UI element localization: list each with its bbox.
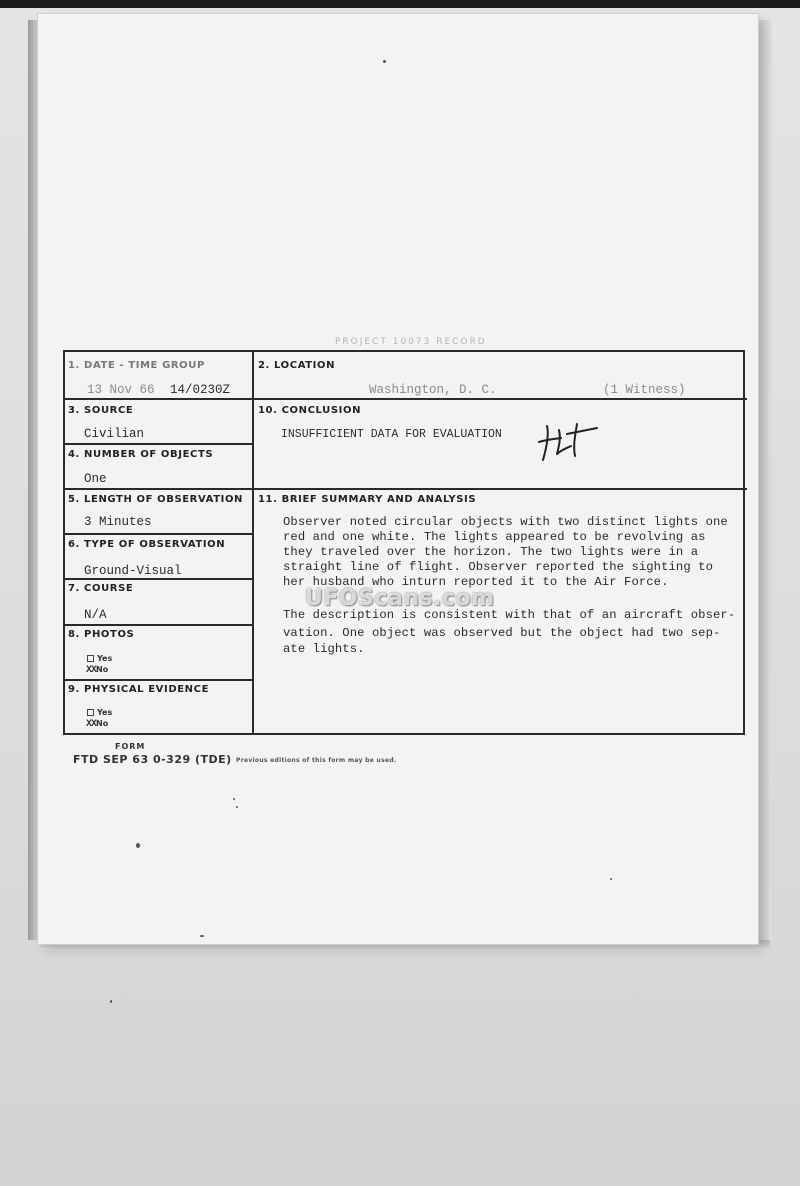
time-value: 14/0230Z [170,383,231,397]
location-label: 2. LOCATION [258,360,336,371]
physical-evidence-yes-checkbox [87,709,94,716]
course-value: N/A [84,608,107,622]
physical-evidence-no-mark: XX [86,719,97,730]
length-of-observation-label: 5. LENGTH OF OBSERVATION [68,494,244,505]
photos-yes-label: Yes [97,654,113,663]
dust-speck [136,843,140,848]
date-time-group-label: 1. DATE - TIME GROUP [68,360,205,371]
row-divider [65,443,253,445]
row-divider [65,679,253,681]
dust-speck [110,1000,112,1003]
course-label: 7. COURSE [68,583,134,594]
type-of-observation-value: Ground-Visual [84,564,182,578]
summary-line: vation. One object was observed but the object had two sep- [283,626,721,640]
physical-evidence-yes-option [87,708,112,717]
photos-yes-checkbox [87,655,94,662]
type-of-observation-label: 6. TYPE OF OBSERVATION [68,539,226,550]
number-of-objects-value: One [84,472,107,486]
photos-no-mark: XX [86,665,97,676]
dust-speck [200,935,204,937]
physical-evidence-no-label: No [96,719,109,728]
row-divider [65,398,747,400]
dust-speck [383,60,386,63]
form-title: PROJECT 10073 RECORD [335,337,487,347]
page-edge-shadow-right [758,20,772,945]
watermark: UFOScans.com [305,586,495,611]
row-divider [65,578,253,580]
photos-no-label: No [96,665,109,674]
length-of-observation-value: 3 Minutes [84,515,152,529]
photos-yes-option [87,654,112,663]
summary-line: they traveled over the horizon. The two lights were in a [283,545,699,559]
dust-speck [236,806,238,808]
record-form [63,350,745,735]
summary-line: straight line of flight. Observer reported the sighting to [283,560,713,574]
column-divider [252,352,254,733]
summary-line: ate lights. [283,642,365,656]
source-value: Civilian [84,427,145,441]
summary-line: her husband who inturn reported it to the Air Force. [283,575,669,589]
row-divider [65,624,253,626]
footer-form-word: FORM [115,742,146,751]
photos-no-option [86,665,108,676]
row-divider [65,488,747,490]
physical-evidence-label: 9. PHYSICAL EVIDENCE [68,684,209,695]
source-label: 3. SOURCE [68,405,134,416]
handwritten-initials [537,420,607,464]
location-value: Washington, D. C. [369,383,497,397]
dust-speck [610,878,612,880]
row-divider [65,533,253,535]
summary-line: red and one white. The lights appeared to be revolving as [283,530,706,544]
conclusion-label: 10. CONCLUSION [258,405,362,416]
witness-count: (1 Witness) [603,383,686,397]
footer-form-number: FTD SEP 63 0-329 (TDE) [73,753,232,766]
dust-speck [233,798,235,800]
summary-line: The description is consistent with that of an aircraft obser- [283,608,736,622]
physical-evidence-yes-label: Yes [97,708,113,717]
conclusion-value: INSUFFICIENT DATA FOR EVALUATION [281,428,502,441]
number-of-objects-label: 4. NUMBER OF OBJECTS [68,449,214,460]
summary-label: 11. BRIEF SUMMARY AND ANALYSIS [258,494,477,505]
photos-label: 8. PHOTOS [68,629,135,640]
physical-evidence-no-option [86,719,108,730]
footer-note: Previous editions of this form may be used. [236,757,397,764]
summary-line: Observer noted circular objects with two distinct lights one [283,515,728,529]
date-value: 13 Nov 66 [87,383,155,397]
